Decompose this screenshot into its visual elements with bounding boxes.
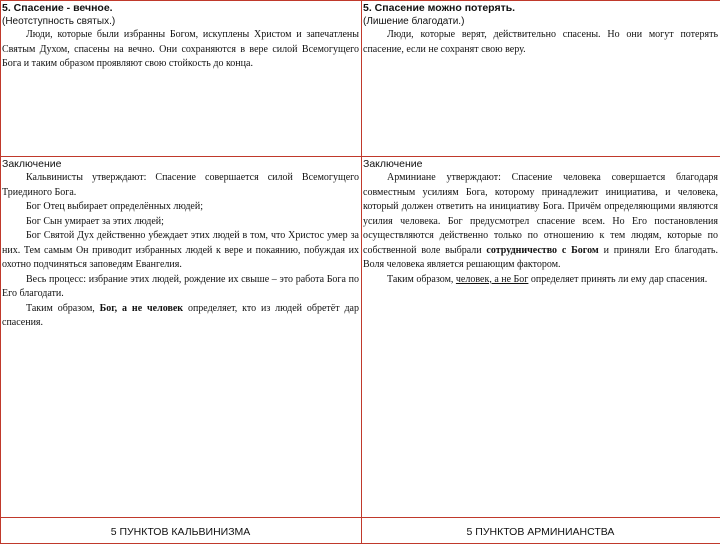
conclusion-row [1,157,720,518]
calvinism-point-subheading: (Неотступность святых.) [2,15,359,28]
calvinism-conclusion-p6 [2,302,359,331]
arminianism-point-body: Люди, которые верят, действительно спасены. Но они могут потерять спасение, если не сохранят свою веру. [363,28,718,57]
arminianism-conclusion-underlined: человек, а не Бог [456,274,529,285]
arminianism-conclusion-p2-start: Таким образом, [387,274,456,285]
calvinism-conclusion-p2: Бог Отец выбирает определённых людей; [2,200,359,215]
calvinism-point-cell [1,1,362,157]
arminianism-conclusion-heading: Заключение [363,158,718,171]
arminianism-point-heading: 5. Спасение можно потерять. [363,2,718,15]
calvinism-conclusion-p1: Кальвинисты утверждают: Спасение совершается силой Всемогущего Триединого Бога. [2,171,359,200]
arminianism-point-subheading: (Лишение благодати.) [363,15,718,28]
calvinism-conclusion-emphasis: Бог, а не человек [100,303,183,314]
arminianism-conclusion-cell [362,157,720,518]
calvinism-conclusion-p5: Весь процесс: избрание этих людей, рождение их свыше – это работа Бога по Его благодати. [2,273,359,302]
arminianism-conclusion-p1-start: Арминиане утверждают: Спасение человека совершается благодаря совместным усилиям Бога, которому принадлежит инициатива, и человека, который должен ответить на инициативу Бога. Причём определяющими являются усилия человека. Бог предусмотрел спасение всем. Но Его постановления осуществляются действенно только по отношению к тем людям, которые по собственной воле выбрали [363,172,718,256]
calvinism-conclusion-p3: Бог Сын умирает за этих людей; [2,215,359,230]
calvinism-conclusion-p4: Бог Святой Дух действенно убеждает этих людей в том, что Христос умер за них. Тем самым Он приводит избранных людей к вере и покаянию, побуждая их охотно подчиняться заповедям Евангелия. [2,229,359,273]
arminianism-conclusion-p2-end: определяет принять ли ему дар спасения. [528,274,707,285]
calvinism-conclusion-p6-end: определяет, кто из людей обретёт дар спасения. [2,303,359,329]
arminianism-footer-label: 5 ПУНКТОВ АРМИНИАНСТВА [467,526,615,538]
arminianism-conclusion-p2 [363,273,718,288]
calvinism-conclusion-heading: Заключение [2,158,359,171]
arminianism-conclusion-p1 [363,171,718,273]
arminianism-point-cell [362,1,720,157]
calvinism-footer-label: 5 ПУНКТОВ КАЛЬВИНИЗМА [111,526,251,538]
calvinism-conclusion-p6-start: Таким образом, [26,303,100,314]
point-five-row [1,1,720,157]
calvinism-point-body: Люди, которые были избранны Богом, искуплены Христом и запечатлены Святым Духом, спасены на вечно. Они сохраняются в вере силой Всемогущего Бога и таким образом проявляют свою стойкость до конца. [2,28,359,72]
calvinism-point-heading: 5. Спасение - вечное. [2,2,359,15]
arminianism-conclusion-emphasis: сотрудничество с Богом [486,245,598,256]
calvinism-conclusion-cell [1,157,362,518]
arminianism-conclusion-p1-end: и приняли Его благодать. Воля человека является решающим фактором. [363,245,718,271]
